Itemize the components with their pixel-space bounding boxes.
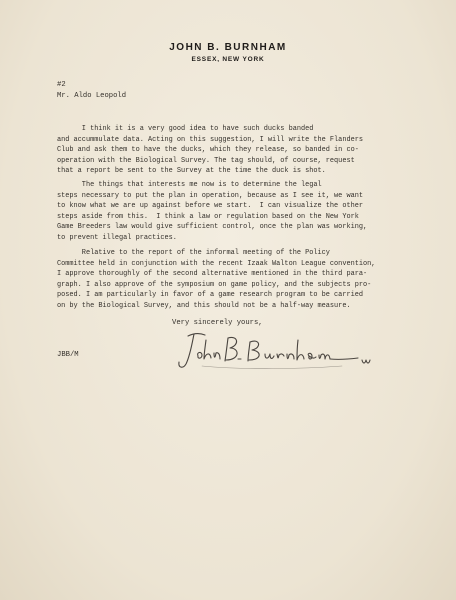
paragraph-line: on by the Biological Survey, and this should not be a half-way measure. <box>57 301 351 310</box>
handwritten-signature <box>172 326 382 376</box>
paragraph-line: operation with the Biological Survey. The tag should, of course, request <box>57 156 355 165</box>
page-marker: #2 <box>57 81 66 89</box>
paragraph-line: steps necessary to put the plan in operation, because as I see it, we want <box>57 191 363 200</box>
paragraph-2 <box>57 180 387 244</box>
paragraph-line: graph. I also approve of the symposium on game policy, and the subjects pro- <box>57 280 372 289</box>
paragraph-line: steps aside from this. I think a law or regulation based on the New York <box>57 212 359 221</box>
paragraph-line: Club and ask them to have the ducks, which they release, so banded in co- <box>57 146 359 155</box>
letterhead-name: JOHN B. BURNHAM <box>169 42 287 53</box>
paragraph-3 <box>57 248 387 312</box>
paragraph-line: posed. I am particularly in favor of a game research program to be carried <box>57 291 363 300</box>
letterhead-place: ESSEX, NEW YORK <box>191 56 265 63</box>
typist-initials: JBB/M <box>57 351 79 359</box>
paragraph-line: The things that interests me now is to determine the legal <box>57 181 322 189</box>
paragraph-line: to know what we are up against before we start. I can visualize the other <box>57 202 363 211</box>
closing: Very sincerely yours, <box>172 319 263 327</box>
paragraph-line: and accummulate data. Acting on this suggestion, I will write the Flanders <box>57 135 363 144</box>
paragraph-line: Game Breeders law would give sufficient control, once the plan was working, <box>57 223 368 232</box>
paragraph-line: to prevent illegal practices. <box>57 233 177 242</box>
paragraph-line: Committee held in conjunction with the recent Izaak Walton League convention, <box>57 259 376 268</box>
paragraph-line: that a report be sent to the Survey at the time the duck is shot. <box>57 167 326 176</box>
paragraph-1 <box>57 124 387 177</box>
paragraph-line: Relative to the report of the informal meeting of the Policy <box>57 249 330 257</box>
salutation: Mr. Aldo Leopold <box>57 92 127 100</box>
paragraph-line: I think it is a very good idea to have such ducks banded <box>57 125 314 133</box>
paragraph-line: I approve thoroughly of the second alternative mentioned in the third para- <box>57 270 368 279</box>
